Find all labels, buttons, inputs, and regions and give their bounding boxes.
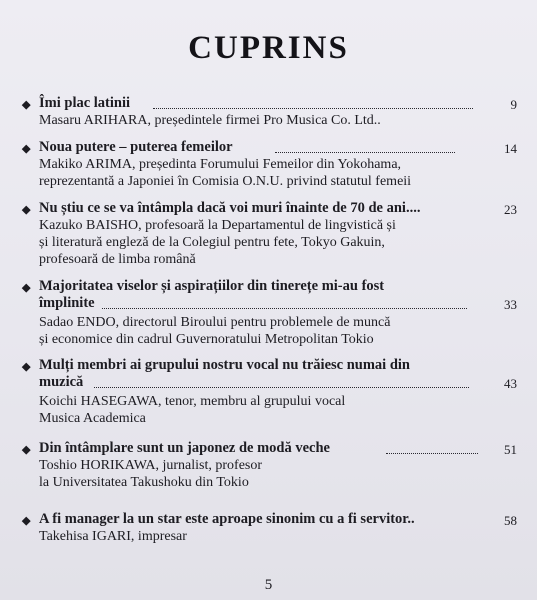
description-line: Takehisa IGARI, impresar xyxy=(39,529,187,544)
description-line: Koichi HASEGAWA, tenor, membru al grupului vocal xyxy=(39,394,346,409)
description-line: Sadao ENDO, directorul Biroului pentru problemele de muncă xyxy=(39,315,391,330)
entry-description xyxy=(39,457,519,491)
leader-dots xyxy=(94,387,469,388)
entry-title-line: Majoritatea viselor și aspirațiilor din tinerețe mi-au fost xyxy=(39,278,385,294)
description-line: Musica Academica xyxy=(39,411,146,426)
entry-page-number: 58 xyxy=(504,513,517,528)
description-line: profesoară de limba română xyxy=(39,252,196,267)
description-line: Toshio HORIKAWA, jurnalist, profesor xyxy=(39,458,263,473)
description-line: Makiko ARIMA, președinta Forumului Femeilor din Yokohama, xyxy=(39,157,402,172)
entry-page-number: 43 xyxy=(504,376,517,391)
diamond-bullet-icon: ◆ xyxy=(22,143,31,155)
entry-title-line: Nu știu ce se va întâmpla dacă voi muri înainte de 70 de ani.... xyxy=(39,200,421,216)
entry-title-line: Noua putere – puterea femeilor xyxy=(39,139,233,155)
entry-page-number: 51 xyxy=(504,442,517,457)
diamond-bullet-icon: ◆ xyxy=(22,204,31,216)
entry-page-number: 9 xyxy=(510,97,517,112)
description-line: Masaru ARIHARA, președintele firmei Pro Musica Co. Ltd.. xyxy=(39,113,381,128)
entry-description xyxy=(39,156,519,190)
diamond-bullet-icon: ◆ xyxy=(22,99,31,111)
description-line: reprezentantă a Japoniei în Comisia O.N.U. privind statutul femeii xyxy=(39,174,412,189)
entry-page-number: 14 xyxy=(504,141,517,156)
entry-description xyxy=(39,393,519,427)
diamond-bullet-icon: ◆ xyxy=(22,282,31,294)
leader-dots xyxy=(153,108,473,109)
description-line: Kazuko BAISHO, profesoară la Departamentul de lingvistică și xyxy=(39,218,396,233)
entry-title-line: Îmi plac latinii xyxy=(39,95,131,111)
entry-description xyxy=(39,314,519,348)
entry-description xyxy=(39,528,519,545)
leader-dots xyxy=(102,308,467,309)
description-line: și economice din cadrul Guvernoratului Metropolitan Tokio xyxy=(39,332,374,347)
entry-description xyxy=(39,217,519,268)
page-number-footer: 5 xyxy=(264,577,273,593)
description-line: la Universitatea Takushoku din Tokio xyxy=(39,475,249,490)
leader-dots xyxy=(386,453,478,454)
diamond-bullet-icon: ◆ xyxy=(22,361,31,373)
diamond-bullet-icon: ◆ xyxy=(22,515,31,527)
entry-title-line: A fi manager la un star este aproape sinonim cu a fi servitor.. xyxy=(39,511,415,527)
entry-title-line: Din întâmplare sunt un japonez de modă veche xyxy=(39,440,330,456)
description-line: și literatură engleză de la Colegiul pentru fete, Tokyo Gakuin, xyxy=(39,235,385,250)
entry-title-line: împlinite xyxy=(39,295,95,311)
entry-description xyxy=(39,112,519,129)
page-title: CUPRINS xyxy=(188,30,349,66)
diamond-bullet-icon: ◆ xyxy=(22,444,31,456)
entry-page-number: 33 xyxy=(504,297,517,312)
leader-dots xyxy=(275,152,455,153)
entry-title-line: Mulți membri ai grupului nostru vocal nu trăiesc numai din xyxy=(39,357,410,373)
entry-title-line: muzică xyxy=(39,374,84,390)
entry-page-number: 23 xyxy=(504,202,517,217)
